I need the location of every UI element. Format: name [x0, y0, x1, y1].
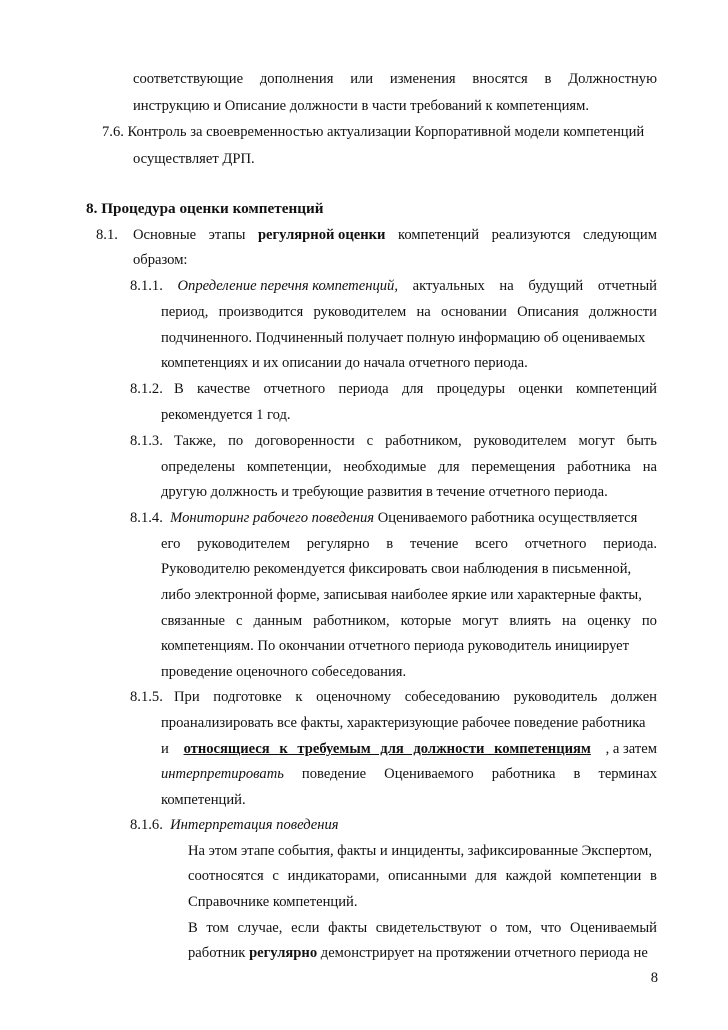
word: быть [626, 433, 657, 449]
word: оценочному [316, 689, 392, 705]
word: При [174, 689, 200, 705]
p816-a-line-2 [188, 866, 657, 886]
word: работником, [385, 433, 462, 449]
bold-term: регулярной оценки [257, 227, 386, 243]
word: , а затем [605, 741, 657, 757]
word: определены [161, 459, 235, 475]
word: реализуются [491, 227, 571, 243]
word: должен [611, 689, 657, 705]
italic-term: Определение перечня компетенций, [177, 278, 398, 294]
word: для [438, 459, 460, 475]
word: в [573, 766, 581, 782]
p816-b-line-2 [188, 943, 648, 963]
p816-a-line-1: На этом этапе события, факты и инциденты, зафиксированные Экспертом, [188, 843, 652, 859]
word: периода [338, 381, 389, 397]
p815-line-5: компетенций. [161, 792, 246, 808]
word: его [161, 536, 181, 552]
p815-line-3 [161, 739, 657, 759]
word: подготовке [213, 689, 282, 705]
word: компетенций [575, 381, 657, 397]
p814-line-6: компетенциям. По окончании отчетного периода руководитель инициирует [161, 638, 630, 654]
word: описанными [388, 868, 467, 884]
p811-line-1 [130, 276, 657, 296]
word: связанные [161, 613, 226, 629]
word: договоренности [255, 433, 355, 449]
word: следующим [582, 227, 657, 243]
word: работника [567, 459, 631, 475]
word: соотносятся [188, 868, 264, 884]
word: в [386, 536, 394, 552]
word: индикаторами, [287, 868, 380, 884]
italic-term: Мониторинг рабочего поведения [170, 510, 375, 526]
word: могут [578, 433, 615, 449]
word: период, [161, 304, 209, 320]
word: Описания [517, 304, 579, 320]
word: актуальных [412, 278, 485, 294]
word: Также, [174, 433, 217, 449]
word: перемещения [471, 459, 556, 475]
item-number: 8.1.1. [130, 278, 163, 294]
text: демонстрирует на протяжении отчетного периода не [320, 945, 648, 961]
word: вносятся [472, 71, 528, 87]
word: регулярно [306, 536, 370, 552]
word: каждой [505, 868, 552, 884]
word: В [174, 381, 184, 397]
word: собеседованию [404, 689, 500, 705]
word: на [499, 278, 514, 294]
word: процедуры [436, 381, 506, 397]
word: работник [188, 945, 246, 961]
word: руководитель [513, 689, 598, 705]
word: с [236, 613, 243, 629]
p815-line-1 [174, 687, 657, 707]
p81-line-1 [133, 225, 657, 245]
item-number: 8.1.4. [130, 510, 163, 526]
word: изменения [389, 71, 456, 87]
p81-line-2: образом: [133, 252, 188, 268]
word: Оцениваемый [569, 920, 657, 936]
word: работником, [313, 613, 390, 629]
word: по [228, 433, 244, 449]
word: оценку [587, 613, 631, 629]
word: терминах [598, 766, 657, 782]
italic-term: интерпретировать [161, 766, 284, 782]
p815-line-4 [161, 764, 657, 784]
word: Основные [133, 227, 197, 243]
word: в [650, 868, 657, 884]
page-number: 8 [650, 970, 658, 986]
p815-line-2: проанализировать все факты, характеризующие рабочее поведение работника [161, 715, 646, 731]
word: отчетный [597, 278, 657, 294]
p814-line-5 [161, 611, 657, 631]
word: том, [505, 920, 532, 936]
word: поведение [301, 766, 367, 782]
word: руководителем [473, 433, 567, 449]
word: Должностную [568, 71, 657, 87]
word: для [401, 381, 424, 397]
word: на [416, 304, 431, 320]
section-heading: 8. Процедура оценки компетенций [86, 200, 324, 217]
word: свидетельствуют [375, 920, 482, 936]
word: компетенции [560, 868, 642, 884]
p816-a-line-3: Справочнике компетенций. [188, 894, 358, 910]
word: компетенций [398, 227, 480, 243]
word: для [475, 868, 497, 884]
word: если [291, 920, 320, 936]
word: основании [440, 304, 507, 320]
word: влиять [509, 613, 551, 629]
word: необходимые [343, 459, 427, 475]
p816-b-line-1 [188, 918, 657, 938]
word: компетенции, [246, 459, 332, 475]
word: данным [253, 613, 303, 629]
word: на [642, 459, 657, 475]
word: с [272, 868, 279, 884]
word: факты [328, 920, 368, 936]
p814-line-7: проведение оценочного собеседования. [161, 664, 407, 680]
word: оценки [518, 381, 563, 397]
line-76-1: 7.6. Контроль за своевременностью актуализации Корпоративной модели компетенций [102, 124, 645, 140]
p815-number: 8.1.5. [130, 689, 163, 705]
word: том [206, 920, 229, 936]
word: этапы [208, 227, 246, 243]
word: по [641, 613, 657, 629]
word: будущий [528, 278, 584, 294]
word: что [540, 920, 562, 936]
word: всего [475, 536, 508, 552]
p81-number: 8.1. [96, 227, 118, 243]
word: руководителем [197, 536, 290, 552]
italic-title: Интерпретация поведения [170, 817, 339, 833]
line-top-2: инструкцию и Описание должности в части требований к компетенциям. [133, 98, 589, 114]
word: отчетного [524, 536, 587, 552]
p814-line-3: Руководителю рекомендуется фиксировать свои наблюдения в письменной, [161, 561, 632, 577]
word: течение [409, 536, 459, 552]
word: должности [588, 304, 657, 320]
word: периода. [603, 536, 657, 552]
word: в [544, 71, 552, 87]
p811-line-4: компетенциях и их описании до начала отчетного периода. [161, 355, 528, 371]
p814-line-2 [161, 534, 657, 554]
word: на [561, 613, 577, 629]
p813-line-3: другую должность и требующие развития в течение отчетного периода. [161, 484, 608, 500]
p812-number: 8.1.2. [130, 381, 163, 397]
word: о [489, 920, 498, 936]
item-number: 8.1.6. [130, 817, 163, 833]
word: работника [491, 766, 556, 782]
p811-line-2 [161, 302, 657, 322]
word: качестве [197, 381, 251, 397]
word: или [350, 71, 374, 87]
word: с [366, 433, 374, 449]
p812-line-1 [174, 379, 657, 399]
word: отчетного [263, 381, 326, 397]
word: и [161, 741, 169, 757]
bold-term: регулярно [249, 945, 318, 961]
word: дополнения [259, 71, 334, 87]
word: которые [400, 613, 452, 629]
p812-line-2: рекомендуется 1 год. [161, 407, 291, 423]
word: соответствующие [133, 71, 244, 87]
p811-line-3: подчиненного. Подчиненный получает полную информацию об оцениваемых [161, 330, 646, 346]
p813-line-1 [174, 431, 657, 451]
p814-line-1 [130, 508, 637, 528]
word: руководителем [313, 304, 407, 320]
p813-number: 8.1.3. [130, 433, 163, 449]
line-76-2: осуществляет ДРП. [133, 151, 255, 167]
word: В [188, 920, 198, 936]
word: производится [218, 304, 304, 320]
p813-line-2 [161, 457, 657, 477]
p814-line-4: либо электронной форме, записывая наиболее яркие или характерные факты, [161, 587, 642, 603]
word: случае, [237, 920, 283, 936]
word: к [295, 689, 303, 705]
word: Оцениваемого [384, 766, 474, 782]
p816-line-title [130, 815, 339, 835]
word: могут [462, 613, 499, 629]
line-top-1 [133, 69, 657, 89]
text: Оцениваемого работника осуществляется [377, 510, 638, 526]
bold-underlined-term: относящиеся к требуемым для должности компетенциям [183, 741, 591, 757]
